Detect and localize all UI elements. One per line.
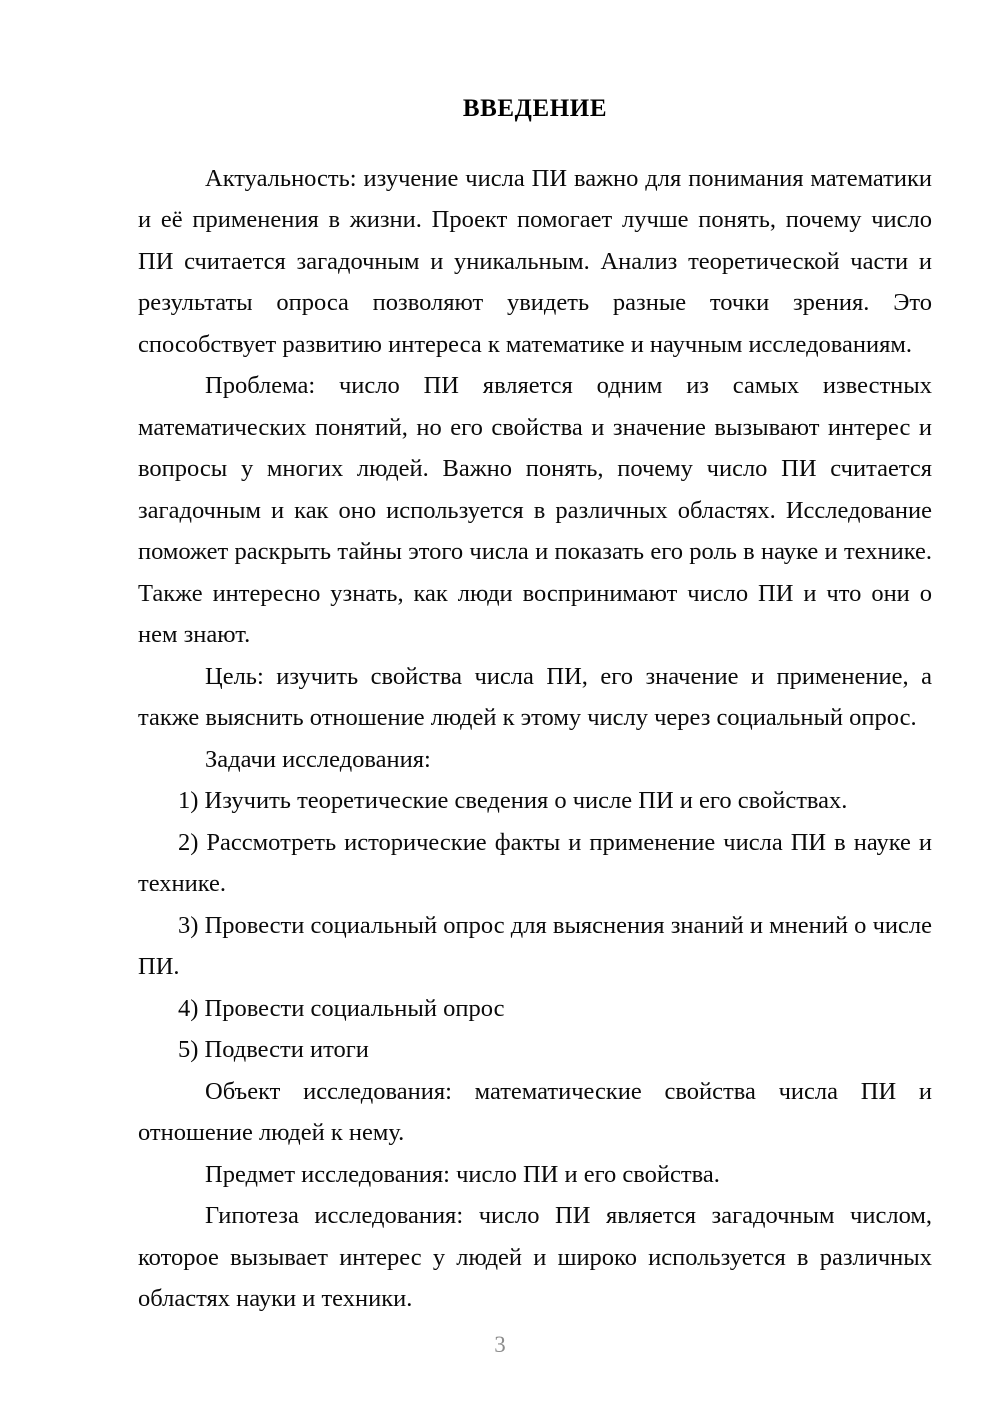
list-item: 4) Провести социальный опрос (178, 994, 505, 1022)
paragraph-list (138, 158, 932, 1320)
paragraph: Актуальность: изучение числа ПИ важно для понимания математики и её применения в жизни. Проект помогает лучше понять, почему число ПИ считается загадочным и уникальным. Анализ теоретической части и результаты опроса позволяют увидеть разные точки зрения. Это способствует развитию интереса к математике и научным исследованиям. (138, 164, 932, 358)
list-item: 1) Изучить теоретические сведения о числе ПИ и его свойствах. (178, 787, 848, 814)
paragraph: Цель: изучить свойства числа ПИ, его значение и применение, а также выяснить отношение людей к этому числу через социальный опрос. (138, 662, 932, 731)
paragraph: Предмет исследования: число ПИ и его свойства. (205, 1160, 720, 1188)
paragraph: Объект исследования: математические свойства числа ПИ и отношение людей к нему. (138, 1077, 932, 1146)
paragraph: Задачи исследования: (205, 745, 431, 773)
list-item: 5) Подвести итоги (178, 1036, 369, 1063)
page-title: ВВЕДЕНИЕ (462, 95, 608, 122)
page-number: 3 (494, 1332, 506, 1357)
paragraph: Проблема: число ПИ является одним из самых известных математических понятий, но его свойства и значение вызывают интерес и вопросы у многих людей. Важно понять, почему число ПИ считается загадочным и как оно используется в различных областях. Исследование поможет раскрыть тайны этого числа и показать его роль в науке и технике. Также интересно узнать, как люди воспринимают число ПИ и что они о нем знают. (138, 372, 932, 648)
document-body (138, 88, 932, 1320)
list-item: 3) Провести социальный опрос для выяснения знаний и мнений о числе ПИ. (138, 911, 932, 980)
list-item: 2) Рассмотреть исторические факты и применение числа ПИ в науке и технике. (138, 828, 932, 897)
paragraph: Гипотеза исследования: число ПИ является загадочным числом, которое вызывает интерес у людей и широко используется в различных областях науки и техники. (138, 1202, 932, 1312)
